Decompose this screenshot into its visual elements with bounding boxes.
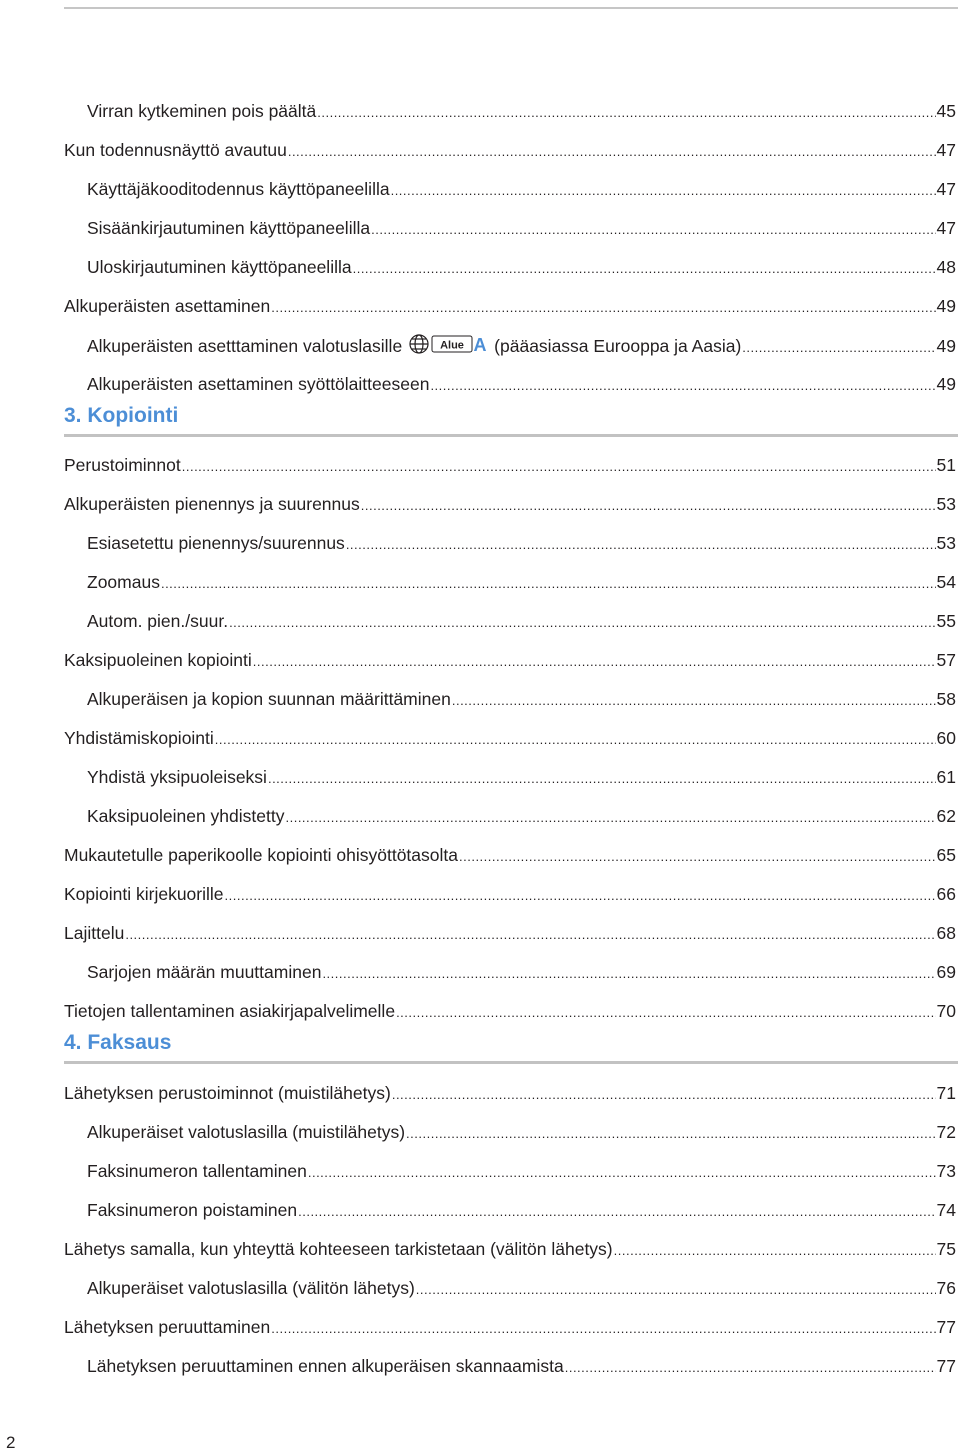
dot-leader bbox=[288, 137, 936, 167]
toc-entry-page: 65 bbox=[936, 845, 956, 865]
toc-entry[interactable] bbox=[87, 213, 956, 243]
toc-entry-page: 47 bbox=[936, 218, 956, 238]
dot-leader bbox=[361, 491, 936, 521]
toc-entry[interactable] bbox=[64, 450, 956, 480]
toc-entry[interactable] bbox=[64, 645, 956, 675]
toc-entry-title bbox=[64, 135, 287, 165]
toc-entry[interactable] bbox=[87, 1117, 956, 1147]
dot-leader bbox=[353, 254, 936, 284]
dot-leader bbox=[161, 569, 936, 599]
dot-leader bbox=[391, 176, 936, 206]
toc-entry-title-text: Alkuperäiset valotuslasilla (välitön lähetys) bbox=[87, 1278, 415, 1298]
toc-entry-page: 55 bbox=[936, 611, 956, 631]
toc-entry-title-text: Alkuperäisten asetttaminen valotuslasille bbox=[87, 336, 403, 356]
toc-entry-page: 47 bbox=[936, 179, 956, 199]
dot-leader bbox=[268, 764, 936, 794]
toc-entry-title bbox=[87, 174, 390, 204]
toc-entry-title bbox=[64, 918, 124, 948]
toc-entry-title bbox=[87, 330, 741, 361]
toc-entry[interactable] bbox=[64, 1312, 956, 1342]
toc-entry-title bbox=[87, 1117, 405, 1147]
chapter-title: 4. Faksaus bbox=[64, 1031, 172, 1054]
toc-entry-page: 53 bbox=[936, 533, 956, 553]
toc-entry[interactable] bbox=[87, 96, 956, 126]
toc-entry-page: 77 bbox=[936, 1317, 956, 1337]
toc-entry-title-text: Autom. pien./suur. bbox=[87, 611, 229, 631]
toc-entry-title-text: Alkuperäisen ja kopion suunnan määrittäminen bbox=[87, 689, 451, 709]
toc-entry[interactable] bbox=[87, 1351, 956, 1381]
toc-entry[interactable] bbox=[87, 174, 956, 204]
toc-entry-title-text: Uloskirjautuminen käyttöpaneelilla bbox=[87, 257, 352, 277]
toc-entry-page: 45 bbox=[936, 101, 956, 121]
toc-entry-page: 72 bbox=[936, 1122, 956, 1142]
toc-entry-title-text: Yhdistä yksipuoleiseksi bbox=[87, 767, 267, 787]
dot-leader bbox=[742, 333, 935, 363]
toc-entry-title bbox=[87, 801, 284, 831]
toc-entry-title-text: Kopiointi kirjekuorille bbox=[64, 884, 224, 904]
toc-entry[interactable] bbox=[87, 528, 956, 558]
chapter-title: 3. Kopiointi bbox=[64, 404, 179, 427]
region-badge-letter: A bbox=[473, 335, 487, 355]
toc-entry-title bbox=[64, 645, 252, 675]
toc-entry-title bbox=[87, 1351, 564, 1381]
toc-entry-title bbox=[87, 762, 267, 792]
toc-entry[interactable] bbox=[87, 957, 956, 987]
dot-leader bbox=[225, 881, 936, 911]
toc-entry-page: 74 bbox=[936, 1200, 956, 1220]
toc-entry[interactable] bbox=[87, 1156, 956, 1186]
toc-entry-title bbox=[64, 291, 270, 321]
dot-leader bbox=[215, 725, 936, 755]
chapter-heading bbox=[64, 394, 958, 437]
toc-entry-title bbox=[64, 1078, 391, 1108]
toc-entry-title-text: Sisäänkirjautuminen käyttöpaneelilla bbox=[87, 218, 371, 238]
toc-entry-title-text: Alkuperäisten asettaminen bbox=[64, 296, 271, 316]
toc-entry-page: 54 bbox=[936, 572, 956, 592]
dot-leader bbox=[346, 530, 936, 560]
toc-entry[interactable] bbox=[87, 1195, 956, 1225]
toc-entry-page: 53 bbox=[936, 494, 956, 514]
toc-entry[interactable] bbox=[87, 252, 956, 282]
dot-leader bbox=[317, 98, 935, 128]
toc-entry-page: 66 bbox=[936, 884, 956, 904]
toc-entry-title bbox=[64, 1312, 270, 1342]
toc-entry-title-text: Lähetyksen peruuttaminen bbox=[64, 1317, 271, 1337]
dot-leader bbox=[322, 959, 935, 989]
toc-entry-page: 75 bbox=[936, 1239, 956, 1259]
toc-entry[interactable] bbox=[87, 1273, 956, 1303]
toc-entry[interactable] bbox=[64, 840, 956, 870]
toc-entry-title bbox=[87, 606, 228, 636]
toc-entry-title bbox=[64, 879, 224, 909]
toc-entry-page: 68 bbox=[936, 923, 956, 943]
toc-entry-title bbox=[87, 96, 316, 126]
dot-leader bbox=[285, 803, 935, 833]
dot-leader bbox=[253, 647, 936, 677]
toc-entry-title-text: Faksinumeron tallentaminen bbox=[87, 1161, 307, 1181]
toc-entry[interactable] bbox=[87, 801, 956, 831]
toc-entry-title-text: Lähetyksen peruuttaminen ennen alkuperäisen skannaamista bbox=[87, 1356, 564, 1376]
dot-leader bbox=[229, 608, 935, 638]
toc-entry-page: 58 bbox=[936, 689, 956, 709]
toc-entry-title-text: Lähetyksen perustoiminnot (muistilähetys) bbox=[64, 1083, 391, 1103]
toc-entry-page: 51 bbox=[936, 455, 956, 475]
toc-entry-page: 77 bbox=[936, 1356, 956, 1376]
toc-entry-title-text: Zoomaus bbox=[87, 572, 160, 592]
toc-entry-title-text: Kaksipuoleinen yhdistetty bbox=[87, 806, 285, 826]
toc-entry-title-text: Virran kytkeminen pois päältä bbox=[87, 101, 317, 121]
chapter-heading bbox=[64, 1021, 958, 1064]
toc-entry-page: 69 bbox=[936, 962, 956, 982]
toc-entry-title-text: Yhdistämiskopiointi bbox=[64, 728, 214, 748]
toc-entry-title-text: Alkuperäiset valotuslasilla (muistilähetys) bbox=[87, 1122, 406, 1142]
toc-entry-title bbox=[87, 1156, 307, 1186]
toc-entry[interactable] bbox=[64, 918, 956, 948]
toc-entry-title-text: Faksinumeron poistaminen bbox=[87, 1200, 298, 1220]
dot-leader bbox=[125, 920, 935, 950]
toc-entry-title bbox=[87, 528, 345, 558]
toc-entry-title-text: Kaksipuoleinen kopiointi bbox=[64, 650, 252, 670]
toc-entry-page: 70 bbox=[936, 1001, 956, 1021]
toc-entry-title-text: Sarjojen määrän muuttaminen bbox=[87, 962, 322, 982]
toc-entry[interactable] bbox=[64, 135, 956, 165]
toc-entry-page: 49 bbox=[936, 336, 956, 356]
toc-entry-page: 48 bbox=[936, 257, 956, 277]
toc-entry[interactable] bbox=[64, 1234, 956, 1264]
toc-entry[interactable] bbox=[64, 879, 956, 909]
toc-entry[interactable] bbox=[64, 723, 956, 753]
dot-leader bbox=[416, 1275, 936, 1305]
toc-entry-title-text: Lähetys samalla, kun yhteyttä kohteeseen tarkistetaan (välitön lähetys) bbox=[64, 1239, 613, 1259]
toc-entry-title bbox=[64, 450, 181, 480]
toc-entry-title bbox=[64, 840, 458, 870]
toc-entry-page: 57 bbox=[936, 650, 956, 670]
dot-leader bbox=[298, 1197, 935, 1227]
toc-entry-title bbox=[87, 567, 160, 597]
toc-entry[interactable] bbox=[87, 762, 956, 792]
globe-icon bbox=[410, 335, 428, 353]
toc-entry-page: 47 bbox=[936, 140, 956, 160]
dot-leader bbox=[371, 215, 935, 245]
toc-entry-page: 62 bbox=[936, 806, 956, 826]
dot-leader bbox=[308, 1158, 936, 1188]
toc-entry-title bbox=[87, 213, 370, 243]
toc-entry-title-text: Käyttäjäkooditodennus käyttöpaneelilla bbox=[87, 179, 390, 199]
dot-leader bbox=[271, 1314, 935, 1344]
toc-entry-title bbox=[87, 684, 451, 714]
dot-leader bbox=[452, 686, 936, 716]
toc-entry-title-text: Kun todennusnäyttö avautuu bbox=[64, 140, 287, 160]
dot-leader bbox=[271, 293, 935, 323]
toc-entry-page: 60 bbox=[936, 728, 956, 748]
toc-entry-title bbox=[87, 1273, 415, 1303]
toc-entry-title-text: Tietojen tallentaminen asiakirjapalvelimelle bbox=[64, 1001, 396, 1021]
toc-entry-title-text: Mukautetulle paperikoolle kopiointi ohisyöttötasolta bbox=[64, 845, 458, 865]
toc-entry-title bbox=[87, 957, 321, 987]
dot-leader bbox=[182, 452, 936, 482]
region-badge bbox=[408, 333, 490, 355]
toc-entry[interactable] bbox=[87, 567, 956, 597]
toc-entry[interactable] bbox=[64, 489, 956, 519]
page-number: 2 bbox=[6, 1433, 16, 1452]
toc-entry-title bbox=[87, 1195, 297, 1225]
toc-entry-title bbox=[64, 489, 360, 519]
toc-entry-title-suffix: (pääasiassa Eurooppa ja Aasia) bbox=[494, 336, 742, 356]
toc-entry-page: 49 bbox=[936, 296, 956, 316]
dot-leader bbox=[614, 1236, 936, 1266]
dot-leader bbox=[392, 1080, 936, 1110]
region-badge-label: Alue bbox=[440, 339, 465, 352]
toc-entry[interactable] bbox=[64, 1078, 956, 1108]
toc-entry[interactable] bbox=[87, 330, 956, 360]
toc-entry[interactable] bbox=[64, 291, 956, 321]
toc-entry-page: 73 bbox=[936, 1161, 956, 1181]
dot-leader bbox=[406, 1119, 935, 1149]
toc-entry-title-text: Esiasetettu pienennys/suurennus bbox=[87, 533, 345, 553]
toc-entry-title bbox=[87, 252, 352, 282]
toc-entry[interactable] bbox=[87, 606, 956, 636]
region-badge-graphic bbox=[408, 333, 490, 355]
toc-entry-title-text: Alkuperäisten pienennys ja suurennus bbox=[64, 494, 360, 514]
dot-leader bbox=[565, 1353, 936, 1383]
toc-entry[interactable] bbox=[87, 684, 956, 714]
toc-entry-title bbox=[64, 1234, 613, 1264]
dot-leader bbox=[459, 842, 936, 872]
toc-entry-title bbox=[64, 723, 214, 753]
toc-entry-title-text: Alkuperäisten asettaminen syöttölaitteeseen bbox=[87, 374, 430, 394]
toc-entry-page: 61 bbox=[936, 767, 956, 787]
toc-entry-page: 76 bbox=[936, 1278, 956, 1298]
toc-entry-page: 49 bbox=[936, 374, 956, 394]
toc-entry-title-text: Perustoiminnot bbox=[64, 455, 181, 475]
toc-entry-page: 71 bbox=[936, 1083, 956, 1103]
toc-entry-title-text: Lajittelu bbox=[64, 923, 125, 943]
